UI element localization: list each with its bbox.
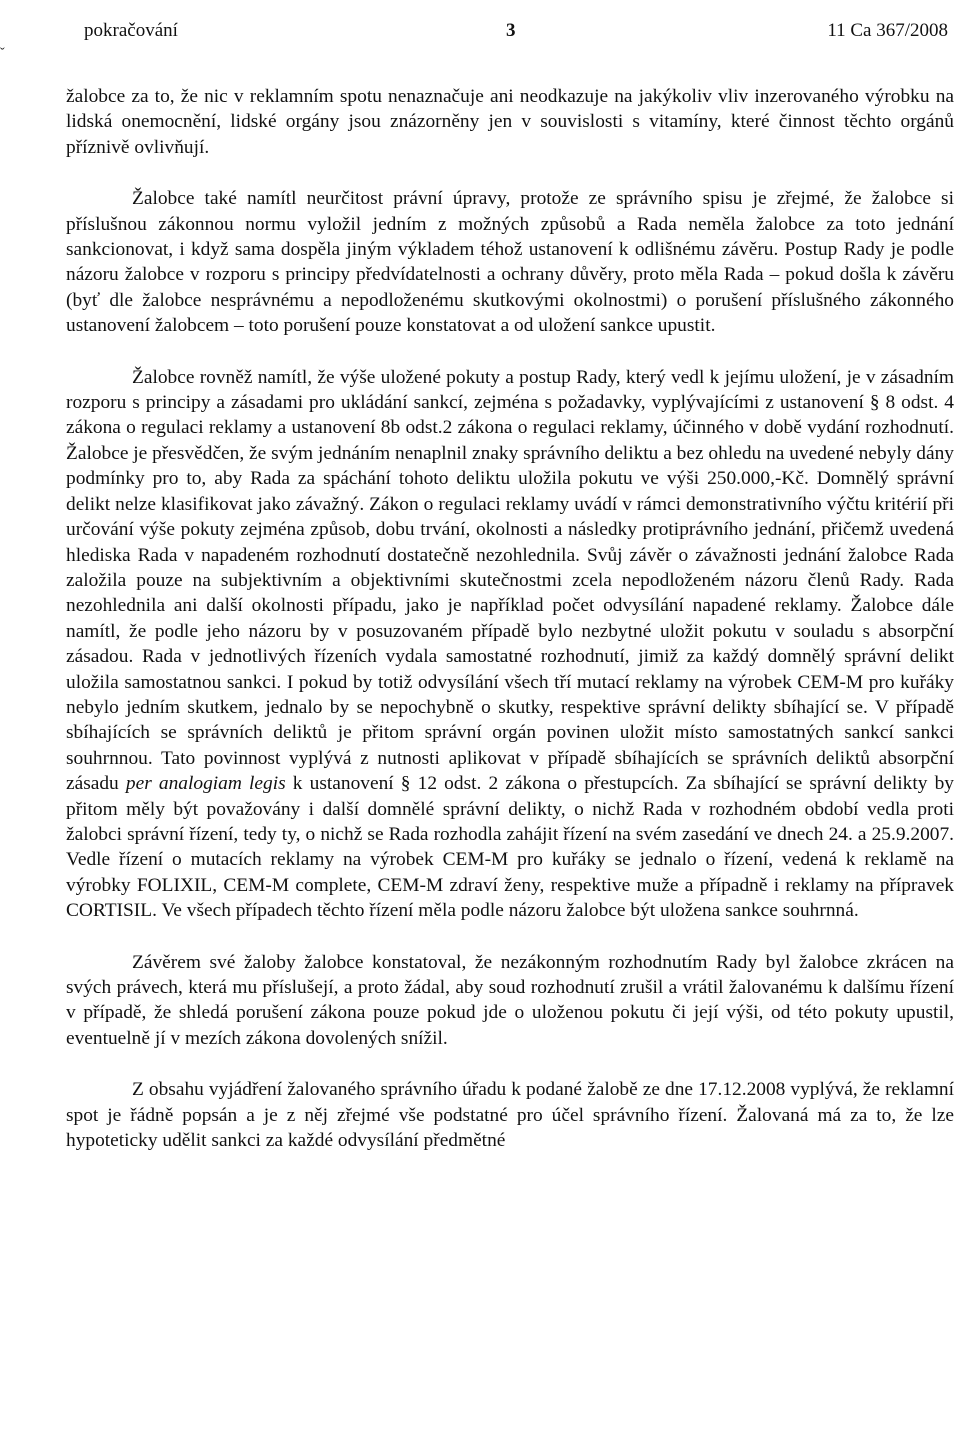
continuation-label: pokračování [84,20,178,41]
paragraph-4: Závěrem své žaloby žalobce konstatoval, že nezákonným rozhodnutím Rady byl žalobce zkrácen na svých právech, která mu příslušejí, a proto žádal, aby soud rozhodnutí zrušil a vrátil žalovanému k dalšímu řízení v případě, že shledá porušení zákona pouze pokud jde o uloženou pokutu či její výši, od této pokuty upustil, eventuelně jí v mezích zákona dovolených snížil. [66,951,954,1049]
document-body [66,84,954,1153]
latin-term: per analogiam legis [125,773,286,795]
paragraph-3-text: Žalobce rovněž namítl, že výše uložené pokuty a postup Rady, který vedl k jejímu uložení, je v zásadním rozporu s principy a zásadami pro ukládání sankcí, zejména s požadavky, vyplývajícími z ustanovení § 8 odst. 4 zákona o regulaci reklamy a ustanovení 8b odst.2 zákona o regulaci reklamy, účinného v době vydání rozhodnutí. Žalobce je přesvědčen, že svým jednáním nenaplnil znaky správního deliktu a bez ohledu na uvedené nebyly dány podmínky pro to, aby Rada za spáchání tohoto deliktu uložila pokutu ve výši 250.000,-Kč. Domnělý správní delikt nelze klasifikovat jako závažný. Zákon o regulaci reklamy uvádí v rámci demonstrativního výčtu kritérií při určování výše pokuty zejména způsob, dobu trvání, okolnosti a následky protiprávního jednání, přičemž uvedená hlediska Rada v napadeném rozhodnutí dostatečně nezohlednila. Svůj závěr o závažnosti jednání žalobce Rada založila pouze na subjektivním a objektivními skutečnostmi zcela nepodloženém názoru členů Rady. Rada nezohlednila ani další okolnosti případu, jako je například počet odvysílání napadené reklamy. Žalobce dále namítl, že podle jeho názoru by v posuzovaném případě bylo nezbytné uložit pokutu v souladu s absorpční zásadou. Rada v jednotlivých řízeních vydala samostatné rozhodnutí, jimiž za každý domnělý správní delikt uložila samostatnou sankci. I pokud by totiž odvysílání všech tří mutací reklamy na výrobek CEM-M pro kuřáky nebylo jedním skutkem, jednalo by se nepochybně o skutky, respektive správní delikty sbíhající se. V případě sbíhajících se správních deliktů je přitom správní orgán povinen uložit místo samostatných sankcí sankci souhrnnou. Tato povinnost vyplývá z nutnosti aplikovat v případě sbíhajících se správních deliktů absorpční zásadu [66,366,954,795]
case-number: 11 Ca 367/2008 [827,20,948,41]
paragraph-3 [66,365,954,924]
paragraph-5: Z obsahu vyjádření žalovaného správního úřadu k podané žalobě ze dne 17.12.2008 vyplývá, že reklamní spot je řádně popsán a je z něj zřejmé vše podstatné pro účel správního řízení. Žalovaná má za to, že lze hypoteticky udělit sankci za každé odvysílání předmětné [66,1079,954,1152]
page-header [0,18,960,61]
paragraph-2: Žalobce také namítl neurčitost právní úpravy, protože ze správního spisu je zřejmé, že žalobce si příslušnou zákonnou normu vyložil jedním z možných způsobů a Rada neměla žalobce za toto jednání sankcionovat, i když sama dospěla jiným výkladem téhož ustanovení k odlišnému závěru. Postup Rady je podle názoru žalobce v rozporu s principy předvídatelnosti a ochrany důvěry, proto měla Rada – pokud došla k závěru (byť dle žalobce nesprávnému a nepodloženému skutkovými okolnostmi) o porušení příslušného zákonného ustanovení žalobcem – toto porušení pouze konstatovat a od uložení sankce upustit. [66,188,954,337]
paragraph-3-text-continued: k ustanovení § 12 odst. 2 zákona o přestupcích. Za sbíhající se správní delikty by přitom měly být považovány i další domnělé správní delikty, o nichž Rada v rozhodném období vedla proti žalobci správní řízení, tedy ty, o nichž se Rada rozhodla zahájit řízení na svém zasedání ve dnech 24. a 25.9.2007. Vedle řízení o mutacích reklamy na výrobek CEM-M pro kuřáky se jednalo o řízení, vedená k reklamě na výrobky FOLIXIL, CEM-M complete, CEM-M zdraví ženy, respektive muže a případně i reklamy na přípravek CORTISIL. Ve všech případech těchto řízení měla podle názoru žalobce být uložena sankce souhrnná. [66,773,954,922]
page-number: 3 [506,20,516,41]
corner-mark: ˇ [0,46,5,61]
paragraph-1: žalobce za to, že nic v reklamním spotu nenaznačuje ani neodkazuje na jakýkoliv vliv inzerovaného výrobku na lidská onemocnění, lidské orgány jsou znázorněny jen v souvislosti s vitamíny, které činnost těchto orgánů příznivě ovlivňují. [66,86,954,158]
